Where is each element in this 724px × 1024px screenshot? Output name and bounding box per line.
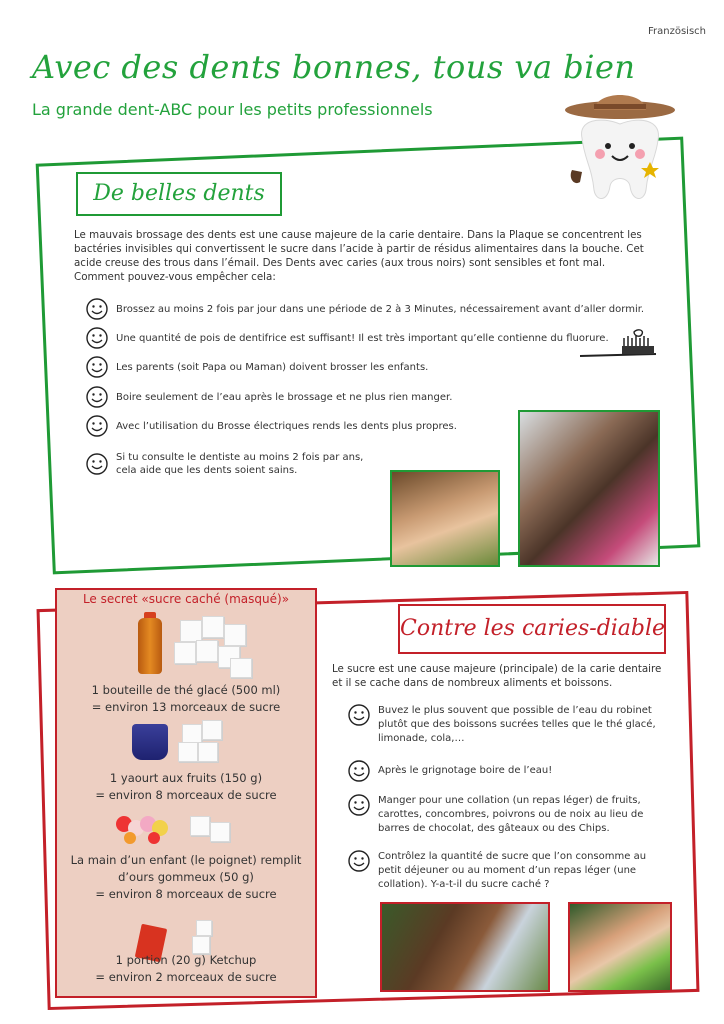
tip-item — [86, 325, 646, 351]
caption-line: = environ 8 morceaux de sucre — [95, 788, 277, 802]
yogurt-cup-icon — [132, 724, 168, 760]
language-label: Französisch — [647, 26, 706, 37]
photo-parent-brushing-child — [518, 410, 660, 567]
sugar-item-caption — [55, 682, 317, 716]
sugar-item-caption — [55, 770, 317, 804]
photo-girl-drinking-water — [380, 902, 550, 992]
caries-tip-item — [348, 794, 668, 836]
caption-line: = environ 2 morceaux de sucre — [95, 970, 277, 984]
smiley-icon — [86, 453, 108, 475]
tip-item — [86, 354, 646, 380]
caption-line: 1 portion (20 g) Ketchup — [115, 953, 257, 967]
gummy-bears-icon — [114, 812, 180, 844]
caries-section-heading: Contre les caries-diable — [398, 604, 666, 654]
caption-line: = environ 8 morceaux de sucre — [95, 887, 277, 901]
smiley-icon — [86, 327, 108, 349]
caries-section-intro: Le sucre est une cause majeure (principale) de la carie dentaire et il se cache dans de nombreux aliments et boissons. — [332, 663, 662, 689]
caption-line: = environ 13 morceaux de sucre — [91, 700, 281, 714]
tip-text: Une quantité de pois de dentifrice est suffisant! Il est très important qu’elle contienne du fluorure. — [116, 332, 609, 344]
caries-tip-item — [348, 850, 668, 892]
smiley-icon — [86, 386, 108, 408]
tip-item — [86, 296, 646, 322]
caries-tip-text: Contrôlez la quantité de sucre que l’on consomme au petit déjeuner ou au moment d’un repas léger (une collation). Y-a-t-il du sucre caché ? — [378, 851, 647, 890]
smiley-icon — [86, 415, 108, 437]
sugar-item-caption — [55, 952, 317, 986]
smiley-icon — [86, 356, 108, 378]
teeth-section-intro: Le mauvais brossage des dents est une cause majeure de la carie dentaire. Dans la Plaque se concentrent les bactéries invisibles qui convertissent le sucre dans l’acide à partir de résidus alimentaires dans la bouche. Cet acide creuse des trous dans l’émail. Des Dents avec caries (aux trous noirs) sont sensibles et font mal. Comment pouvez-vous empêcher cela: — [74, 229, 644, 283]
caption-line: d’ours gommeux (50 g) — [118, 870, 254, 884]
sugar-cubes-icon — [186, 812, 238, 848]
tip-text: Avec l’utilisation du Brosse électriques rends les dents plus propres. — [116, 420, 457, 432]
page-title: Avec des dents bonnes, tous va bien — [32, 48, 636, 86]
smiley-icon — [348, 794, 370, 816]
tip-text: Brossez au moins 2 fois par jour dans une période de 2 à 3 Minutes, nécessairement avant d’aller dormir. — [116, 303, 645, 315]
iced-tea-bottle-icon — [138, 618, 162, 674]
sugar-item-caption — [55, 852, 317, 903]
tooth-mascot-icon — [560, 90, 680, 205]
caption-line: 1 bouteille de thé glacé (500 ml) — [91, 683, 281, 697]
sugar-cubes-icon — [176, 720, 236, 764]
caries-tip-text: Après le grignotage boire de l’eau! — [378, 765, 553, 776]
caption-line: 1 yaourt aux fruits (150 g) — [109, 771, 263, 785]
caries-tip-item — [348, 704, 668, 746]
tip-text: Boire seulement de l’eau après le brossage et ne plus rien manger. — [116, 391, 453, 403]
tip-text: Si tu consulte le dentiste au moins 2 fois par ans, cela aide que les dents soient sains. — [116, 452, 364, 476]
caries-tip-text: Manger pour une collation (un repas léger) de fruits, carottes, concombres, poivrons ou de noix au lieu de barres de chocolat, des gâteaux ou des Chips. — [378, 795, 644, 834]
smiley-icon — [348, 850, 370, 872]
smiley-icon — [348, 760, 370, 782]
caption-line: La main d’un enfant (le poignet) remplit — [70, 853, 302, 867]
caries-tip-item — [348, 760, 668, 782]
tip-text: Les parents (soit Papa ou Maman) doivent brosser les enfants. — [116, 361, 429, 373]
hidden-sugar-title: Le secret «sucre caché (masqué)» — [82, 592, 290, 606]
smiley-icon — [348, 704, 370, 726]
photo-boy-brushing — [390, 470, 500, 567]
smiley-icon — [86, 298, 108, 320]
caries-tip-text: Buvez le plus souvent que possible de l’eau du robinet plutôt que des boissons sucrées telles que le thé glacé, limonade, cola,… — [378, 705, 656, 744]
page-subtitle: La grande dent-ABC pour les petits professionnels — [32, 100, 433, 119]
tip-item — [86, 449, 366, 479]
photo-child-eating-apple — [568, 902, 672, 992]
teeth-section-heading: De belles dents — [76, 172, 282, 216]
sugar-cubes-icon — [172, 614, 252, 678]
tip-item — [86, 384, 646, 410]
